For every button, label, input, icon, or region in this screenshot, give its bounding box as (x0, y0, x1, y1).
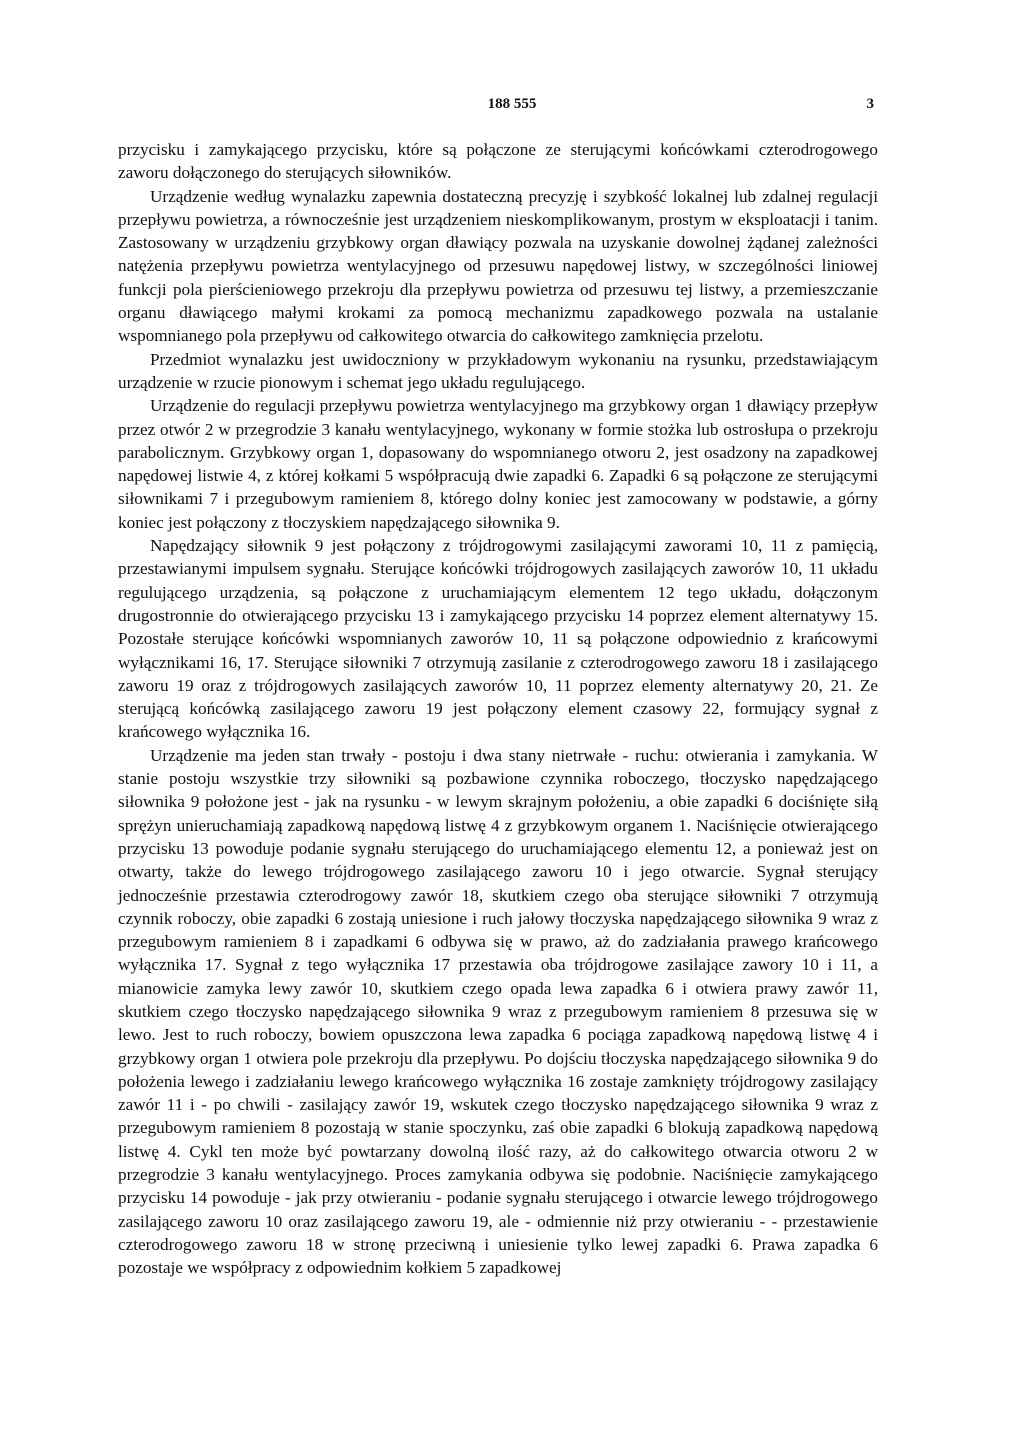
body-text (118, 138, 878, 1280)
paragraph: Napędzający siłownik 9 jest połączony z trójdrogowymi zasilającymi zaworami 10, 11 z pamięcią, przestawianymi impulsem sygnału. Sterujące końcówki trójdrogowych zasilających zaworów 10, 11 układu regulującego urządzenia, są połączone z uruchamiającym elementem 12 tego układu, dołączonym drugostronnie do otwierającego przycisku 13 i zamykającego przycisku 14 poprzez element alternatywy 15. Pozostałe sterujące końcówki wspomnianych zaworów 10, 11 są połączone odpowiednio z krańcowymi wyłącznikami 16, 17. Sterujące siłowniki 7 otrzymują zasilanie z czterodrogowego zaworu 18 i zasilającego zaworu 19 oraz z trójdrogowych zasilających zaworów 10, 11 poprzez elementy alternatywy 20, 21. Ze sterującą końcówką zasilającego zaworu 19 jest połączony element czasowy 22, formujący sygnał z krańcowego wyłącznika 16. (118, 536, 878, 742)
paragraph: Urządzenie ma jeden stan trwały - postoju i dwa stany nietrwałe - ruchu: otwierania i zamykania. W stanie postoju wszystkie trzy siłowniki są pozbawione czynnika roboczego, tłoczysko napędzającego siłownika 9 położone jest - jak na rysunku - w lewym skrajnym położeniu, a obie zapadki 6 dociśnięte siłą sprężyn unieruchamiają zapadkową napędową listwę 4 z grzybkowym organem 1. Naciśnięcie otwierającego przycisku 13 powoduje podanie sygnału sterującego do uruchamiającego elementu 12, a ponieważ jest on otwarty, także do lewego trójdrogowego zasilającego zaworu 10 i jego otwarcie. Sygnał sterujący jednocześnie przestawia czterodrogowy zawór 18, skutkiem czego oba sterujące siłowniki 7 otrzymują czynnik roboczy, obie zapadki 6 zostają uniesione i ruch jałowy tłoczyska napędzającego siłownika 9 wraz z przegubowym ramieniem 8 i zapadkami 6 odbywa się w prawo, aż do zadziałania prawego krańcowego wyłącznika 17. Sygnał z tego wyłącznika 17 przestawia oba trójdrogowe zasilające zawory 10 i 11, a mianowicie zamyka lewy zawór 10, skutkiem czego opada lewa zapadka 6 i otwiera prawy zawór 11, skutkiem czego tłoczysko napędzającego siłownika 9 wraz z przegubowym ramieniem 8 przesuwa się w lewo. Jest to ruch roboczy, bowiem opuszczona lewa zapadka 6 pociąga zapadkową napędową listwę 4 i grzybkowy organ 1 otwiera pole przekroju dla przepływu. Po dojściu tłoczyska napędzającego siłownika 9 do położenia lewego i zadziałaniu lewego krańcowego wyłącznika 16 zostaje zamknięty trójdrogowy zasilający zawór 11 i - po chwili - zasilający zawór 19, wskutek czego tłoczysko napędzającego siłownika 9 wraz z przegubowym ramieniem 8 pozostają w stanie spoczynku, zaś obie zapadki 6 blokują zapadkową napędową listwę 4. Cykl ten może być powtarzany dowolną ilość razy, aż do całkowitego otwarcia otworu 2 w przegrodzie 3 kanału wentylacyjnego. Proces zamykania odbywa się podobnie. Naciśnięcie zamykającego przycisku 14 powoduje - jak przy otwieraniu - podanie sygnału sterującego i otwarcie lewego trójdrogowego zasilającego zaworu 10 oraz zasilającego zaworu 19, ale - odmiennie niż przy otwieraniu - - przestawienie czterodrogowego zaworu 18 w stronę przeciwną i uniesienie tylko lewej zapadki 6. Prawa zapadka 6 pozostaje we współpracy z odpowiednim kołkiem 5 zapadkowej (118, 745, 878, 1278)
patent-number: 188 555 (487, 96, 537, 112)
paragraph: Urządzenie według wynalazku zapewnia dostateczną precyzję i szybkość lokalnej lub zdalnej regulacji przepływu powietrza, a równocześnie jest urządzeniem nieskomplikowanym, prostym w eksploatacji i tanim. Zastosowany w urządzeniu grzybkowy organ dławiący pozwala na uzyskanie dowolnej żądanej zależności natężenia przepływu powietrza wentylacyjnego od przesuwu napędowej listwy, w szczególności liniowej funkcji pola pierścieniowego przekroju dla przepływu powietrza od przesuwu tej listwy, a przemieszczanie organu dławiącego małymi krokami za pomocą mechanizmu zapadkowego pozwala na ustalanie wspomnianego pola przepływu od całkowitego otwarcia do całkowitego zamknięcia przelotu. (118, 186, 878, 346)
paragraph: Urządzenie do regulacji przepływu powietrza wentylacyjnego ma grzybkowy organ 1 dławiący przepływ przez otwór 2 w przegrodzie 3 kanału wentylacyjnego, wykonany w formie stożka lub ostrosłupa o przekroju parabolicznym. Grzybkowy organ 1, dopasowany do wspomnianego otworu 2, jest osadzony na zapadkowej napędowej listwie 4, z której kołkami 5 współpracują dwie zapadki 6. Zapadki 6 są połączone ze sterującymi siłownikami 7 i przegubowym ramieniem 8, którego dolny koniec jest zamocowany w podstawie, a górny koniec jest połączony z tłoczyskiem napędzającego siłownika 9. (118, 396, 878, 532)
paragraph: przycisku i zamykającego przycisku, które są połączone ze sterującymi końcówkami czterodrogowego zaworu dołączonego do sterujących siłowników. (118, 140, 878, 183)
page-header (0, 96, 1024, 120)
paragraph: Przedmiot wynalazku jest uwidoczniony w przykładowym wykonaniu na rysunku, przedstawiającym urządzenie w rzucie pionowym i schemat jego układu regulującego. (118, 349, 878, 392)
page-number: 3 (866, 96, 874, 112)
